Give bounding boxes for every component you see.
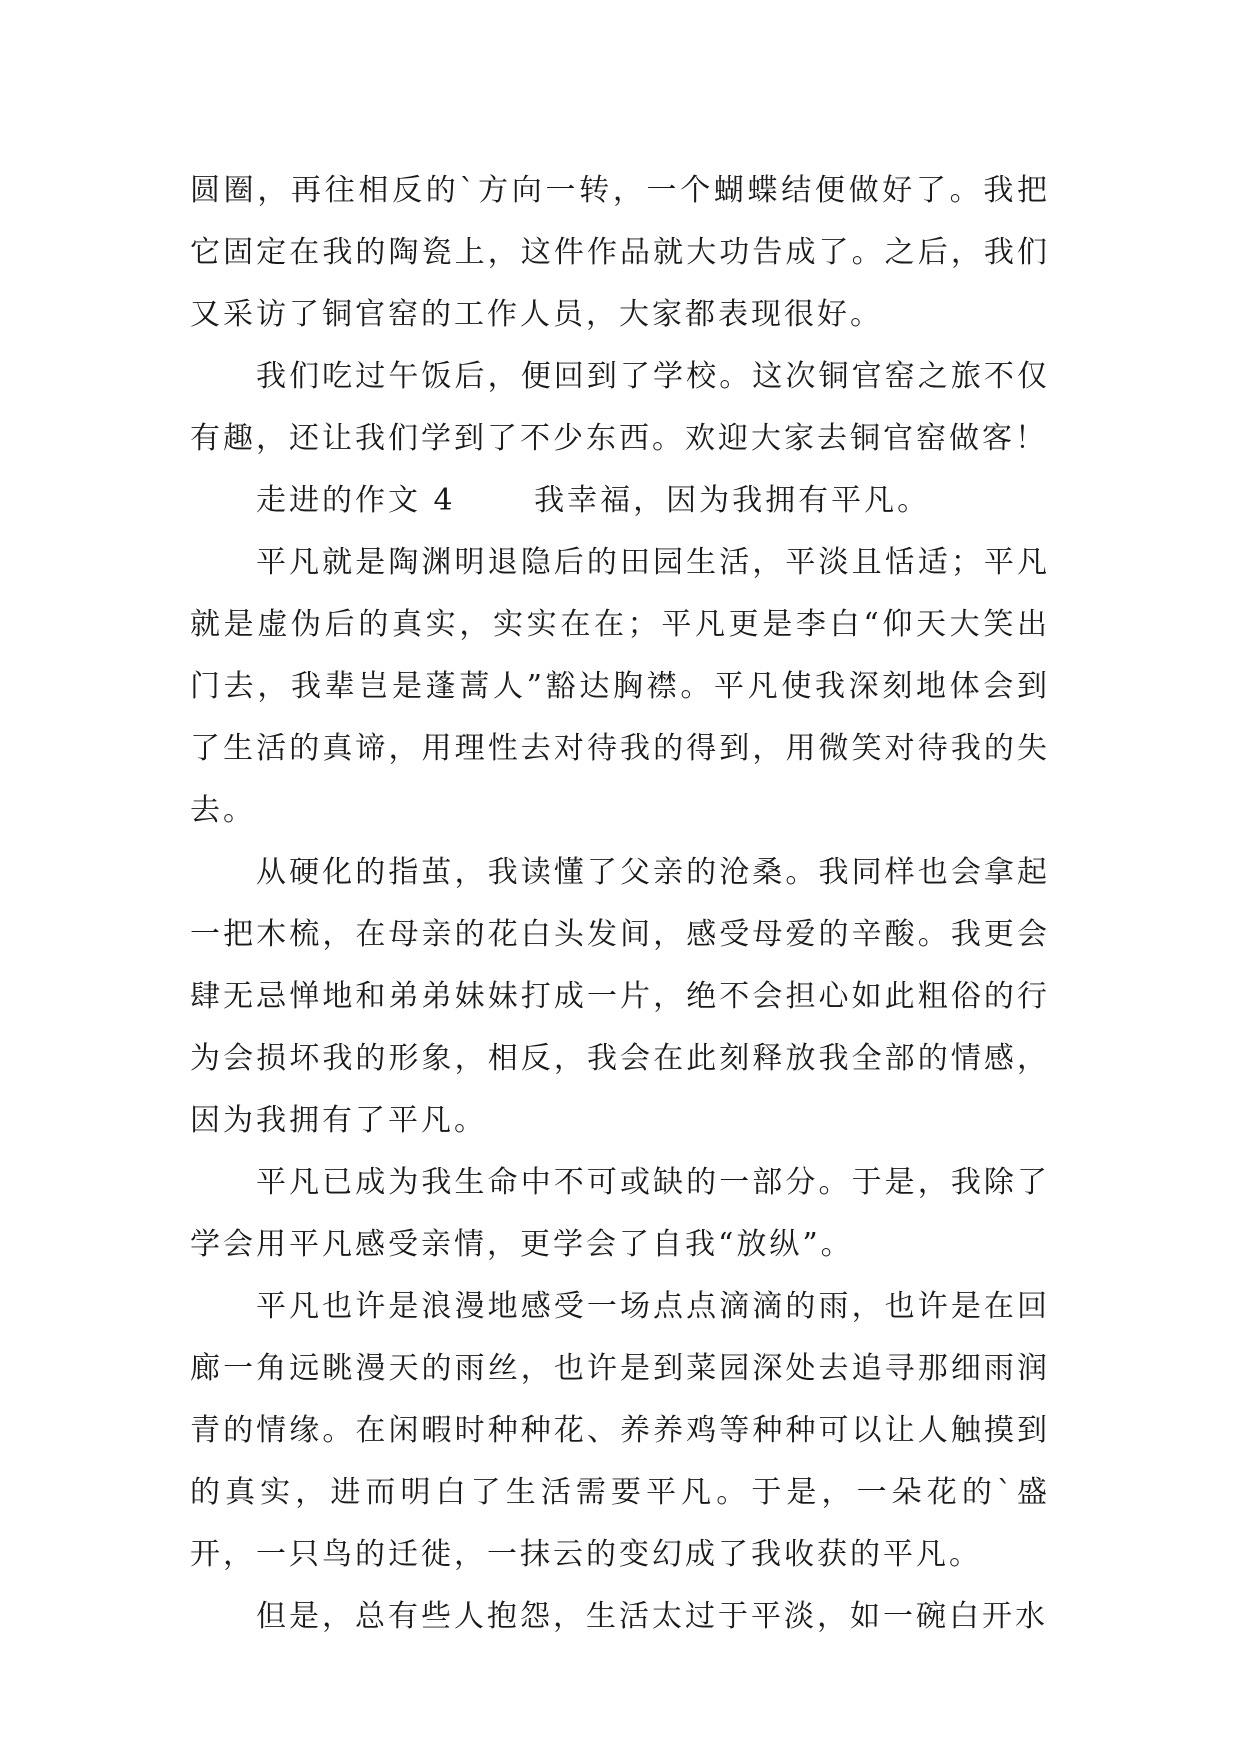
paragraph: 但是，总有些人抱怨，生活太过于平淡，如一碗白开水 xyxy=(256,1599,1048,1634)
essay-heading-line: 走进的作文 4 我幸福，因为我拥有平凡。 xyxy=(256,483,931,518)
document-body xyxy=(190,160,1050,1648)
paragraph: 圆圈，再往相反的`方向一转，一个蝴蝶结便做好了。我把它固定在我的陶瓷上，这件作品就大功告成了。之后，我们又采访了铜官窑的工作人员，大家都表现很好。 xyxy=(190,173,1050,332)
paragraph: 平凡已成为我生命中不可或缺的一部分。于是，我除了学会用平凡感受亲情，更学会了自我“放纵”。 xyxy=(190,1165,1050,1262)
paragraph: 从硬化的指茧，我读懂了父亲的沧桑。我同样也会拿起一把木梳，在母亲的花白头发间，感受母爱的辛酸。我更会肆无忌惮地和弟弟妹妹打成一片，绝不会担心如此粗俗的行为会损坏我的形象，相反，我会在此刻释放我全部的情感，因为我拥有了平凡。 xyxy=(190,855,1050,1138)
paragraph: 平凡也许是浪漫地感受一场点点滴滴的雨，也许是在回廊一角远眺漫天的雨丝，也许是到菜园深处去追寻那细雨润青的情缘。在闲暇时种种花、养养鸡等种种可以让人触摸到的真实，进而明白了生活需要平凡。于是，一朵花的`盛开，一只鸟的迁徙，一抹云的变幻成了我收获的平凡。 xyxy=(190,1289,1050,1572)
paragraph: 我们吃过午饭后，便回到了学校。这次铜官窑之旅不仅有趣，还让我们学到了不少东西。欢迎大家去铜官窑做客！ xyxy=(190,359,1050,456)
paragraph: 平凡就是陶渊明退隐后的田园生活，平淡且恬适；平凡就是虚伪后的真实，实实在在；平凡更是李白“仰天大笑出门去，我辈岂是蓬蒿人”豁达胸襟。平凡使我深刻地体会到了生活的真谛，用理性去对待我的得到，用微笑对待我的失去。 xyxy=(190,545,1050,828)
